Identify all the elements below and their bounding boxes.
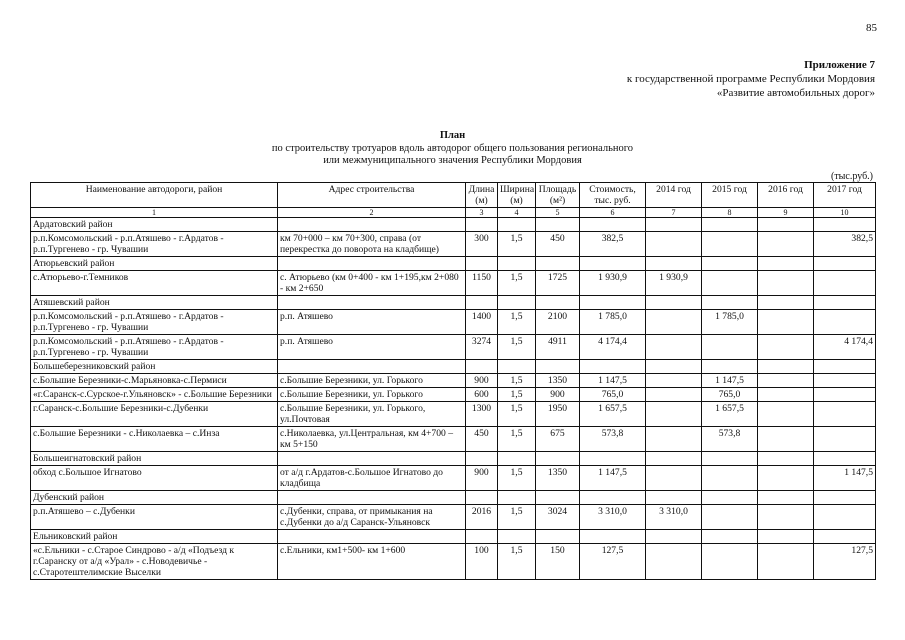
table-row [31,232,876,257]
empty-cell [278,218,466,232]
district-name: Дубенский район [31,491,278,505]
cell-road: р.п.Комсомольский - р.п.Атяшево - г.Ардатов - р.п.Тургенево - гр. Чувашии [31,335,278,360]
cell-width: 1,5 [498,505,536,530]
cell-cost: 3 310,0 [580,505,646,530]
cell-road: «с.Ельники - с.Старое Синдрово - а/д «Подъезд к г.Саранску от а/д «Урал» - с.Новодевичье - с.Старотештелимские Выселки [31,544,278,580]
cell-address: с.Большие Березники, ул. Горького [278,374,466,388]
cell-address: с.Ельники, км1+500- км 1+600 [278,544,466,580]
empty-cell [646,452,702,466]
cell-2016 [758,505,814,530]
district-row [31,360,876,374]
empty-cell [814,452,876,466]
column-number: 2 [278,208,466,218]
cell-2017: 1 147,5 [814,466,876,491]
cell-2015: 1 657,5 [702,402,758,427]
cell-width: 1,5 [498,466,536,491]
cell-road: с.Большие Березники-с.Марьяновка-с.Пермиси [31,374,278,388]
cell-cost: 1 147,5 [580,466,646,491]
header-address: Адрес строительства [278,183,466,208]
cell-length: 2016 [466,505,498,530]
empty-cell [758,491,814,505]
cell-2015: 573,8 [702,427,758,452]
cell-width: 1,5 [498,374,536,388]
cell-address: с.Николаевка, ул.Центральная, км 4+700 – км 5+150 [278,427,466,452]
cell-2014 [646,310,702,335]
empty-cell [814,491,876,505]
cell-2017: 4 174,4 [814,335,876,360]
cell-2015: 1 147,5 [702,374,758,388]
cell-2017 [814,427,876,452]
empty-cell [702,452,758,466]
cell-area: 900 [536,388,580,402]
cell-2015 [702,544,758,580]
cell-road: «г.Саранск-с.Сурское-г.Ульяновск» - с.Большие Березники [31,388,278,402]
empty-cell [580,491,646,505]
empty-cell [278,491,466,505]
plan-title: План [439,130,466,141]
cell-2015 [702,335,758,360]
cell-address: с. Атюрьево (км 0+400 - км 1+195,км 2+080 - км 2+650 [278,271,466,296]
column-number: 10 [814,208,876,218]
cell-length: 300 [466,232,498,257]
district-name: Атюрьевский район [31,257,278,271]
cell-length: 100 [466,544,498,580]
empty-cell [278,257,466,271]
empty-cell [278,452,466,466]
empty-cell [536,257,580,271]
cell-address: с.Большие Березники, ул. Горького, ул.Почтовая [278,402,466,427]
table-row [31,402,876,427]
cell-area: 1950 [536,402,580,427]
empty-cell [466,452,498,466]
cell-cost: 4 174,4 [580,335,646,360]
appendix-title: Приложение 7 [804,59,875,71]
cell-2017 [814,402,876,427]
cell-road: обход с.Большое Игнатово [31,466,278,491]
empty-cell [814,296,876,310]
cell-2017 [814,374,876,388]
empty-cell [646,360,702,374]
district-row [31,530,876,544]
cell-2016 [758,466,814,491]
cell-address: км 70+000 – км 70+300, справа (от перекрестка до поворота на кладбище) [278,232,466,257]
table-row [31,544,876,580]
empty-cell [580,452,646,466]
empty-cell [536,360,580,374]
cell-width: 1,5 [498,402,536,427]
district-name: Ельниковский район [31,530,278,544]
header-2015: 2015 год [702,183,758,208]
cell-2014: 1 930,9 [646,271,702,296]
empty-cell [646,491,702,505]
cell-cost: 765,0 [580,388,646,402]
empty-cell [466,530,498,544]
cell-2016 [758,335,814,360]
empty-cell [278,530,466,544]
cell-2016 [758,427,814,452]
appendix-line-1: к государственной программе Республики Мордовия [626,73,875,85]
cell-area: 675 [536,427,580,452]
page-number: 85 [866,22,877,34]
district-name: Большеигнатовский район [31,452,278,466]
cell-road: р.п.Комсомольский - р.п.Атяшево - г.Ардатов - р.п.Тургенево - гр. Чувашии [31,232,278,257]
cell-cost: 382,5 [580,232,646,257]
cell-cost: 1 657,5 [580,402,646,427]
table-row [31,388,876,402]
empty-cell [702,360,758,374]
table-row [31,466,876,491]
empty-cell [758,257,814,271]
table-row [31,374,876,388]
header-2017: 2017 год [814,183,876,208]
cell-length: 600 [466,388,498,402]
empty-cell [814,530,876,544]
header-width: Ширина (м) [498,183,536,208]
cell-width: 1,5 [498,427,536,452]
header-row [31,183,876,208]
cell-cost: 1 930,9 [580,271,646,296]
table-row [31,427,876,452]
cell-width: 1,5 [498,544,536,580]
plan-table-body [31,218,876,580]
cell-length: 900 [466,466,498,491]
cell-2016 [758,232,814,257]
plan-table [30,182,876,580]
empty-cell [498,296,536,310]
cell-2014 [646,388,702,402]
empty-cell [580,296,646,310]
empty-cell [702,530,758,544]
cell-cost: 1 147,5 [580,374,646,388]
plan-subtitle-1: по строительству тротуаров вдоль автодорог общего пользования регионального [271,142,634,154]
cell-area: 3024 [536,505,580,530]
cell-2017 [814,310,876,335]
cell-2017 [814,388,876,402]
empty-cell [702,218,758,232]
cell-2015 [702,271,758,296]
cell-2016 [758,374,814,388]
appendix-line-2: «Развитие автомобильных дорог» [716,87,875,99]
cell-2014 [646,335,702,360]
empty-cell [646,530,702,544]
empty-cell [498,530,536,544]
cell-2017 [814,271,876,296]
cell-address: р.п. Атяшево [278,310,466,335]
empty-cell [702,491,758,505]
cell-area: 4911 [536,335,580,360]
cell-length: 1300 [466,402,498,427]
column-number: 3 [466,208,498,218]
empty-cell [536,218,580,232]
cell-2014 [646,427,702,452]
cell-2015 [702,232,758,257]
empty-cell [536,530,580,544]
district-row [31,296,876,310]
district-row [31,452,876,466]
cell-2017: 127,5 [814,544,876,580]
header-2014: 2014 год [646,183,702,208]
header-cost: Стоимость, тыс. руб. [580,183,646,208]
empty-cell [580,257,646,271]
cell-width: 1,5 [498,271,536,296]
empty-cell [758,296,814,310]
cell-2017: 382,5 [814,232,876,257]
cell-2014 [646,232,702,257]
empty-cell [278,360,466,374]
empty-cell [758,530,814,544]
empty-cell [466,296,498,310]
column-number: 4 [498,208,536,218]
cell-cost: 1 785,0 [580,310,646,335]
cell-area: 2100 [536,310,580,335]
cell-cost: 573,8 [580,427,646,452]
header-2016: 2016 год [758,183,814,208]
empty-cell [536,296,580,310]
empty-cell [702,257,758,271]
cell-2016 [758,388,814,402]
cell-area: 450 [536,232,580,257]
empty-cell [278,296,466,310]
district-name: Большеберезниковский район [31,360,278,374]
district-row [31,218,876,232]
units-label: (тыс.руб.) [830,171,873,182]
cell-cost: 127,5 [580,544,646,580]
appendix-block [627,58,875,100]
cell-road: р.п.Комсомольский - р.п.Атяшево - г.Ардатов - р.п.Тургенево - гр. Чувашии [31,310,278,335]
empty-cell [758,360,814,374]
empty-cell [814,257,876,271]
district-row [31,491,876,505]
cell-area: 1350 [536,374,580,388]
cell-2016 [758,271,814,296]
column-number-row [31,208,876,218]
cell-2014: 3 310,0 [646,505,702,530]
cell-2016 [758,402,814,427]
empty-cell [536,491,580,505]
cell-road: с.Большие Березники - с.Николаевка – с.Инза [31,427,278,452]
cell-2016 [758,310,814,335]
cell-2014 [646,466,702,491]
cell-area: 1725 [536,271,580,296]
empty-cell [466,218,498,232]
cell-width: 1,5 [498,335,536,360]
cell-2015: 1 785,0 [702,310,758,335]
empty-cell [466,360,498,374]
cell-area: 1350 [536,466,580,491]
empty-cell [498,452,536,466]
cell-area: 150 [536,544,580,580]
cell-width: 1,5 [498,310,536,335]
column-number: 1 [31,208,278,218]
header-road: Наименование автодороги, район [31,183,278,208]
cell-road: с.Атюрьево-г.Темников [31,271,278,296]
empty-cell [580,360,646,374]
empty-cell [466,491,498,505]
column-number: 7 [646,208,702,218]
header-area: Площадь (м²) [536,183,580,208]
column-number: 5 [536,208,580,218]
plan-subtitle-2: или межмуниципального значения Республики Мордовия [323,155,582,166]
cell-2015 [702,505,758,530]
cell-width: 1,5 [498,232,536,257]
cell-2015: 765,0 [702,388,758,402]
empty-cell [646,257,702,271]
empty-cell [580,530,646,544]
empty-cell [498,257,536,271]
cell-2014 [646,402,702,427]
plan-header [0,130,905,168]
cell-address: с.Дубенки, справа, от примыкания на с.Дубенки до а/д Саранск-Ульяновск [278,505,466,530]
table-row [31,335,876,360]
empty-cell [646,218,702,232]
empty-cell [536,452,580,466]
empty-cell [646,296,702,310]
cell-2017 [814,505,876,530]
table-row [31,505,876,530]
cell-2015 [702,466,758,491]
empty-cell [580,218,646,232]
cell-length: 1400 [466,310,498,335]
district-name: Ардатовский район [31,218,278,232]
cell-length: 900 [466,374,498,388]
header-length: Длина (м) [466,183,498,208]
cell-address: от а/д г.Ардатов-с.Большое Игнатово до кладбища [278,466,466,491]
empty-cell [758,452,814,466]
empty-cell [498,360,536,374]
cell-road: г.Саранск-с.Большие Березники-с.Дубенки [31,402,278,427]
empty-cell [498,218,536,232]
district-row [31,257,876,271]
empty-cell [814,360,876,374]
cell-length: 1150 [466,271,498,296]
empty-cell [814,218,876,232]
table-row [31,310,876,335]
empty-cell [758,218,814,232]
cell-width: 1,5 [498,388,536,402]
cell-2014 [646,374,702,388]
empty-cell [498,491,536,505]
cell-address: с.Большие Березники, ул. Горького [278,388,466,402]
district-name: Атяшевский район [31,296,278,310]
cell-address: р.п. Атяшево [278,335,466,360]
cell-length: 3274 [466,335,498,360]
empty-cell [702,296,758,310]
table-row [31,271,876,296]
column-number: 8 [702,208,758,218]
empty-cell [466,257,498,271]
column-number: 6 [580,208,646,218]
cell-length: 450 [466,427,498,452]
cell-2014 [646,544,702,580]
column-number: 9 [758,208,814,218]
cell-road: р.п.Атяшево – с.Дубенки [31,505,278,530]
cell-2016 [758,544,814,580]
